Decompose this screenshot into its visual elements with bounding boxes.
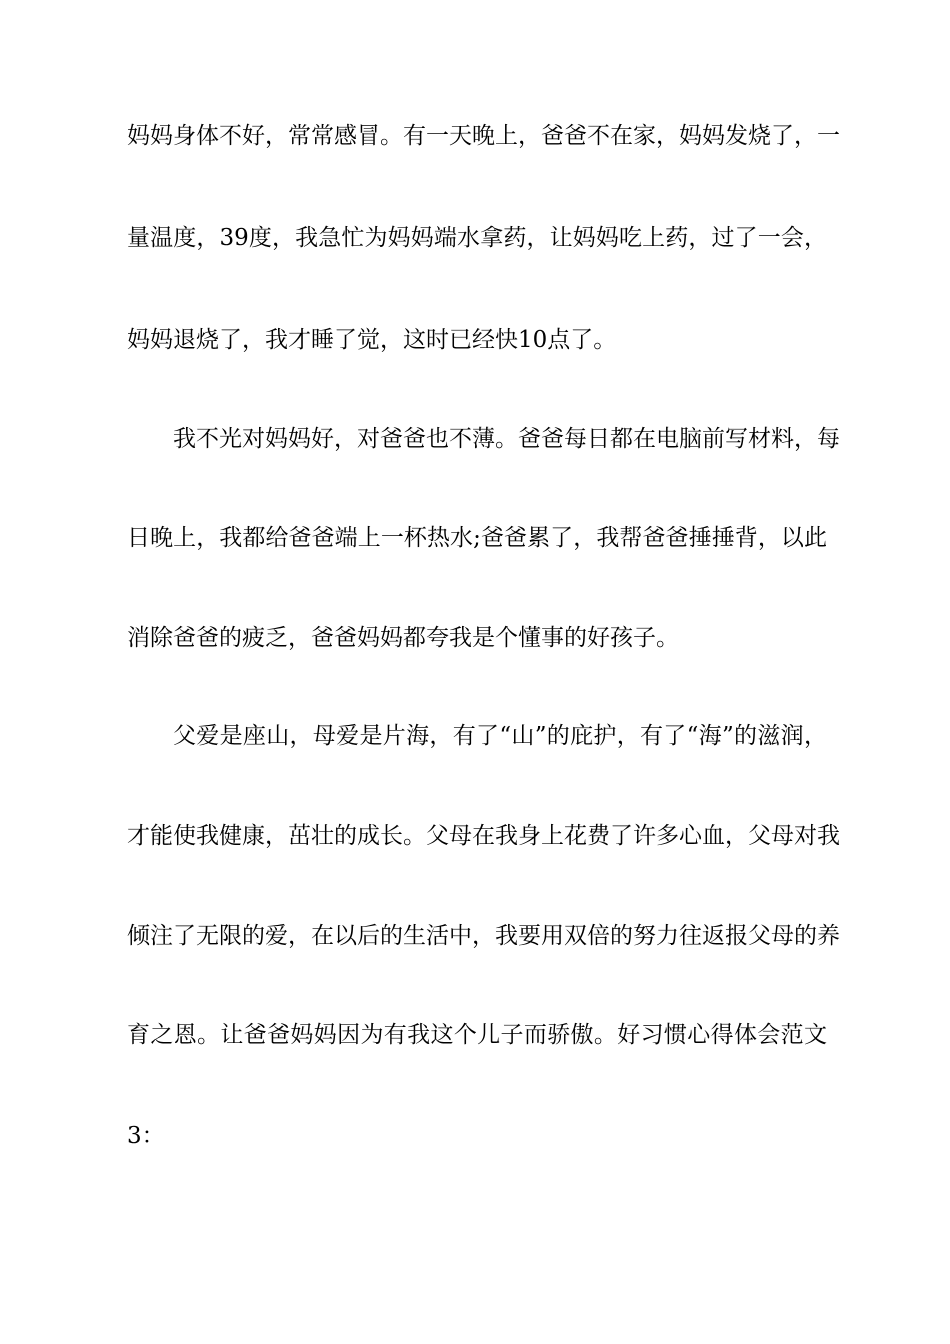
text-line-3: 妈妈退烧了，我才睡了觉，这时已经快10点了。 bbox=[127, 327, 617, 353]
text-line-1: 妈妈身体不好，常常感冒。有一天晚上，爸爸不在家，妈妈发烧了，一 bbox=[127, 123, 840, 149]
text-line-5: 日晚上，我都给爸爸端上一杯热水;爸爸累了，我帮爸爸捶捶背，以此 bbox=[127, 525, 827, 551]
text-line-4: 我不光对妈妈好，对爸爸也不薄。爸爸每日都在电脑前写材料，每 bbox=[173, 426, 840, 452]
text-line-7: 父爱是座山，母爱是片海，有了“山”的庇护，有了“海”的滋润， bbox=[173, 723, 827, 749]
text-line-2: 量温度，39度，我急忙为妈妈端水拿药，让妈妈吃上药，过了一会， bbox=[127, 225, 827, 251]
text-line-8: 才能使我健康，茁壮的成长。父母在我身上花费了许多心血，父母对我 bbox=[127, 823, 840, 849]
text-line-6: 消除爸爸的疲乏，爸爸妈妈都夸我是个懂事的好孩子。 bbox=[127, 625, 679, 651]
text-line-10: 育之恩。让爸爸妈妈因为有我这个儿子而骄傲。好习惯心得体会范文 bbox=[127, 1022, 827, 1048]
text-line-11: 3： bbox=[127, 1123, 165, 1149]
text-line-9: 倾注了无限的爱，在以后的生活中，我要用双倍的努力往返报父母的养 bbox=[127, 923, 840, 949]
